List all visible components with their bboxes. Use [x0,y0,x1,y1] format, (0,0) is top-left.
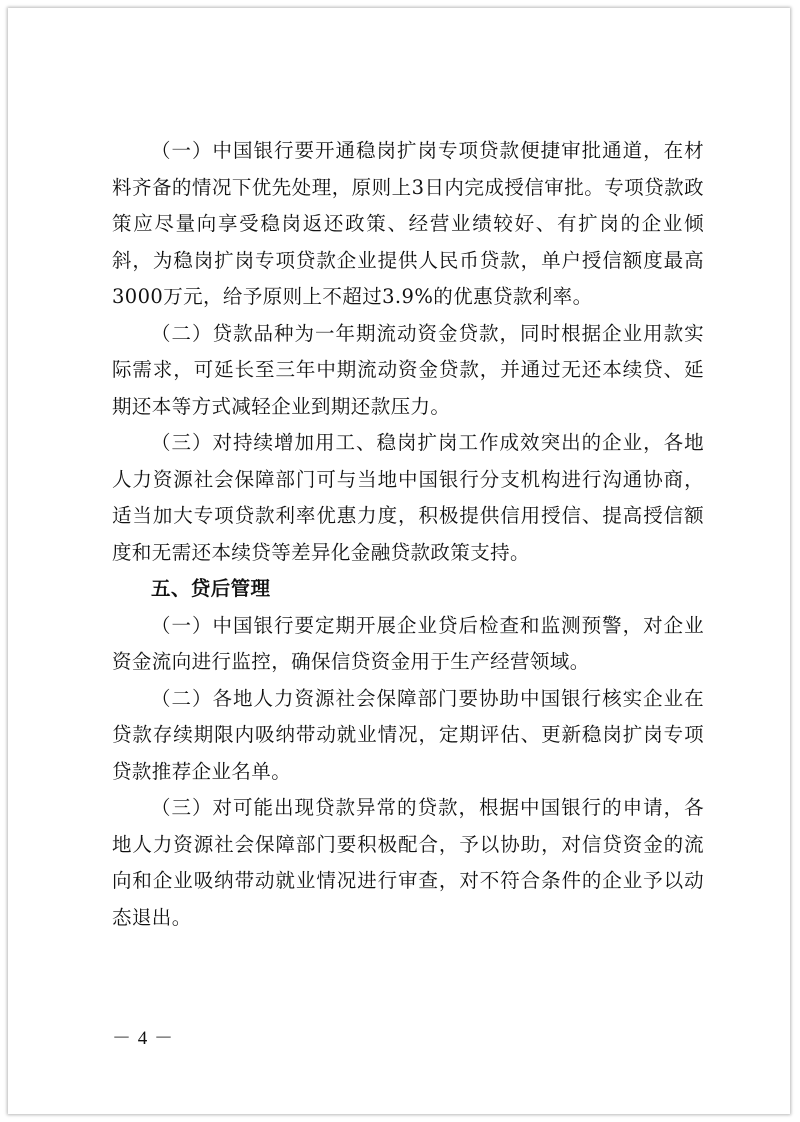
page-number: － 4 － [112,1028,175,1049]
section-heading-post-loan-management: 五、贷后管理 [151,577,271,600]
paragraph-rate-preference: （三）对持续增加用工、稳岗扩岗工作成效突出的企业，各地人力资源社会保障部门可与当地中国银行分支机构进行沟通协商，适当加大专项贷款利率优惠力度，积极提供信用授信、提高授信额度和无需还本续贷等差异化金融贷款政策支持。 [112,431,704,564]
paragraph-employment-verification: （二）各地人力资源社会保障部门要协助中国银行核实企业在贷款存续期限内吸纳带动就业情况，定期评估、更新稳岗扩岗专项贷款推荐企业名单。 [112,686,704,783]
paragraph-loan-approval-channel: （一）中国银行要开通稳岗扩岗专项贷款便捷审批通道，在材料齐备的情况下优先处理，原则上3日内完成授信审批。专项贷款政策应尽量向享受稳岗返还政策、经营业绩较好、有扩岗的企业倾斜，为稳岗扩岗专项贷款企业提供人民币贷款，单户授信额度最高3000万元，给予原则上不超过3.9%的优惠贷款利率。 [112,139,704,308]
paragraph-post-loan-monitoring: （一）中国银行要定期开展企业贷后检查和监测预警，对企业资金流向进行监控，确保信贷资金用于生产经营领域。 [112,613,704,673]
paragraph-loan-type: （二）贷款品种为一年期流动资金贷款，同时根据企业用款实际需求，可延长至三年中期流动资金贷款，并通过无还本续贷、延期还本等方式减轻企业到期还款压力。 [112,321,704,418]
document-body [112,133,704,936]
paragraph-abnormal-loan-review: （三）对可能出现贷款异常的贷款，根据中国银行的申请，各地人力资源社会保障部门要积极配合，予以协助，对信贷资金的流向和企业吸纳带动就业情况进行审查，对不符合条件的企业予以动态退出。 [112,796,704,929]
document-page [8,8,790,1114]
